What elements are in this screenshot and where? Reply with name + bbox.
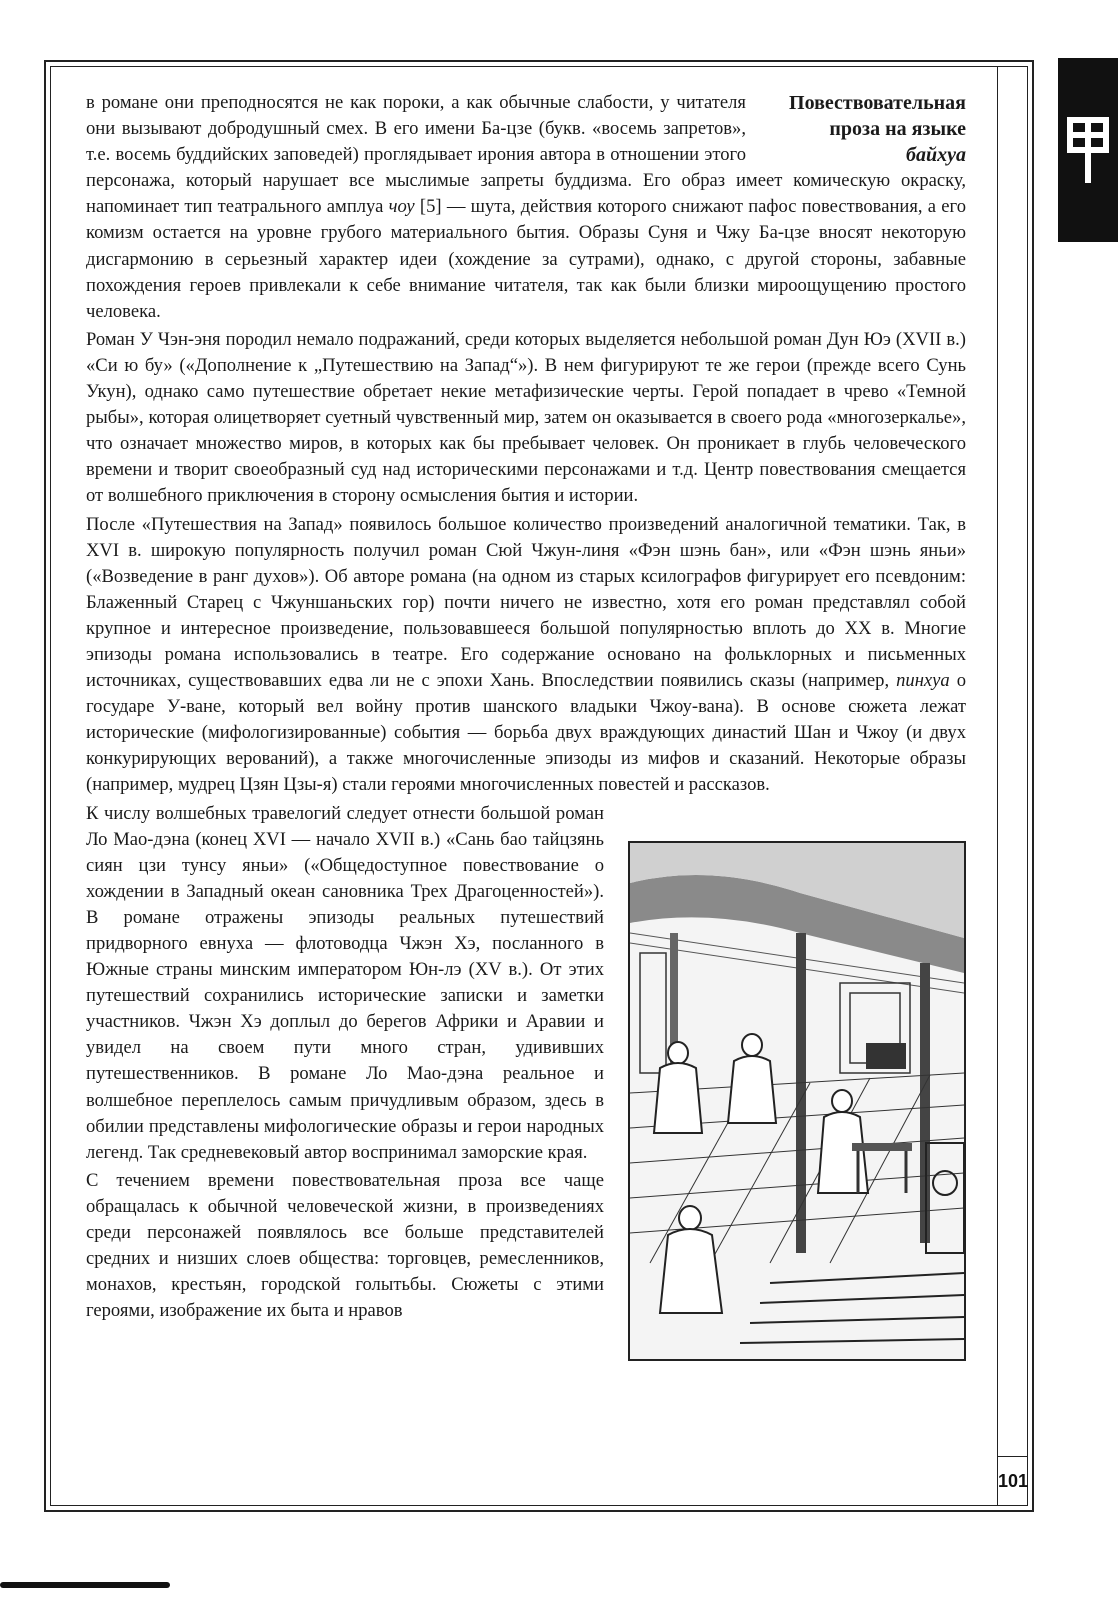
paragraph-4: К числу волшебных травелогий следует отнести большой роман Ло Мао-дэна (конец XVI — начало XVII в.) «Сань бао тайцзянь сиян цзи тунсу яньи» («Общедоступное повествование о хождении в Западный океан сановника Трех Драгоценностей»). В романе отражены эпизоды реальных путешествий придворного евнуха — флотоводца Чжэн Хэ, посланного в Южные страны минским императором Юн-лэ (XV в.). От этих путешествий сохранились исторические записки и заметки участников. Чжэн Хэ доплыл до берегов Африки и Аравии и увидел на своем пути много стран, удививших путешественников. В романе Ло Мао-дэна реальное и волшебное переплелось самым причудливым образом, здесь в обилии представлены мифологические образы и герои народных легенд. Так средневековый автор воспринимал заморские края. — [86, 802, 604, 1163]
paragraph-1: в романе они преподносятся не как пороки, а как обычные слабости, у читателя они вызывают добродушный смех. В его имени Ба-цзе (букв. «восемь запретов», т.е. восемь буддийских заповедей) проглядывает ирония автора в отношении этого персонажа, который нарушает все мыслимые запреты буддизма. Его образ имеет комическую окраску, напоминает тип театрального амплуа чоу [5] — шута, действия которого снижают пафос повествования, а его комизм остается на уровне грубого материального бытия. Образы Суня и Чжу Ба-цзе вносят некоторую дисгармонию в серьезный характер идеи (хождение за сутрами), однако, с другой стороны, забавные похождения героев привлекали к себе внимание читателя, так как были близки мироощущению простого человека. — [86, 92, 967, 322]
paragraph-2: Роман У Чэн-эня породил немало подражаний, среди которых выделяется небольшой роман Дун Юэ (XVII в.) «Си ю бу» («Дополнение к „Путешествию на Запад“»). В нем фигурируют те же герои (прежде всего Сунь Укун), однако само путешествие обретает некие метафизические черты. Герой попадает в чрево «Темной рыбы», которая олицетворяет суетный чувственный мир, затем он оказывается в своего рода «многозеркалье», что означает множество миров, в которых как бы пребывает человек. Он проникает в глубь человеческого времени и творит своеобразный суд над историческими персонажами и т.д. Центр повествования смещается от волшебного приключения в сторону осмысления бытия и истории. — [86, 328, 966, 507]
margin-rule — [997, 66, 998, 1506]
sidebar-heading-line3: байхуа — [906, 144, 966, 166]
sidebar-heading-line2: проза на языке — [829, 118, 966, 140]
sidebar-heading-line1: Повествовательная — [789, 92, 966, 114]
main-text — [86, 90, 966, 1361]
paragraph-5: С течением времени повествовательная проза все чаще обращалась к обычной человеческой жизни, в произведениях среди персонажей появлялось все больше представителей средних и низших слоев общества: торговцев, ремесленников, монахов, крестьян, городской голытьбы. Сюжеты с этими героями, изображение их быта и нравов — [86, 1169, 604, 1322]
term-pinghua: пинхуа — [896, 670, 950, 692]
chinese-character-icon — [1064, 114, 1112, 184]
page-number: 101 — [998, 1456, 1028, 1505]
chapter-tab — [1058, 58, 1118, 242]
paragraph-3: После «Путешествия на Запад» появилось большое количество произведений аналогичной тематики. Так, в XVI в. широкую популярность получил роман Сюй Чжун-линя «Фэн шэнь бан», или «Фэн шэнь яньи» («Возведение в ранг духов»). Об авторе романа (на одном из старых ксилографов фигурирует его псевдоним: Блаженный Старец с Чжуншаньских гор) почти ничего не известно, хотя его роман представлял собой крупное и интересное произведение, пользовавшееся большой популярностью вплоть до XX в. Многие эпизоды романа использовались в театре. Его содержание основано на фольклорных и письменных источниках, существовавших едва ли не с эпохи Хань. Впоследствии появились сказы (например, пинхуа о государе У-ване, который вел войну против шанского владыки Чжоу-вана). В основе сюжета лежат исторические (мифологизированные) события — борьба двух враждующих династий Шан и Чжоу (и двух конкурирующих верований), а также многочисленные эпизоды из мифов и сказаний. Некоторые образы (например, мудрец Цзян Цзы-я) стали героями многочисленных повестей и рассказов. — [86, 513, 966, 796]
scan-artifact-bar — [0, 1582, 170, 1588]
term-chou: чоу — [388, 196, 415, 218]
sidebar-heading — [760, 90, 966, 168]
woodblock-illustration — [628, 841, 966, 1361]
